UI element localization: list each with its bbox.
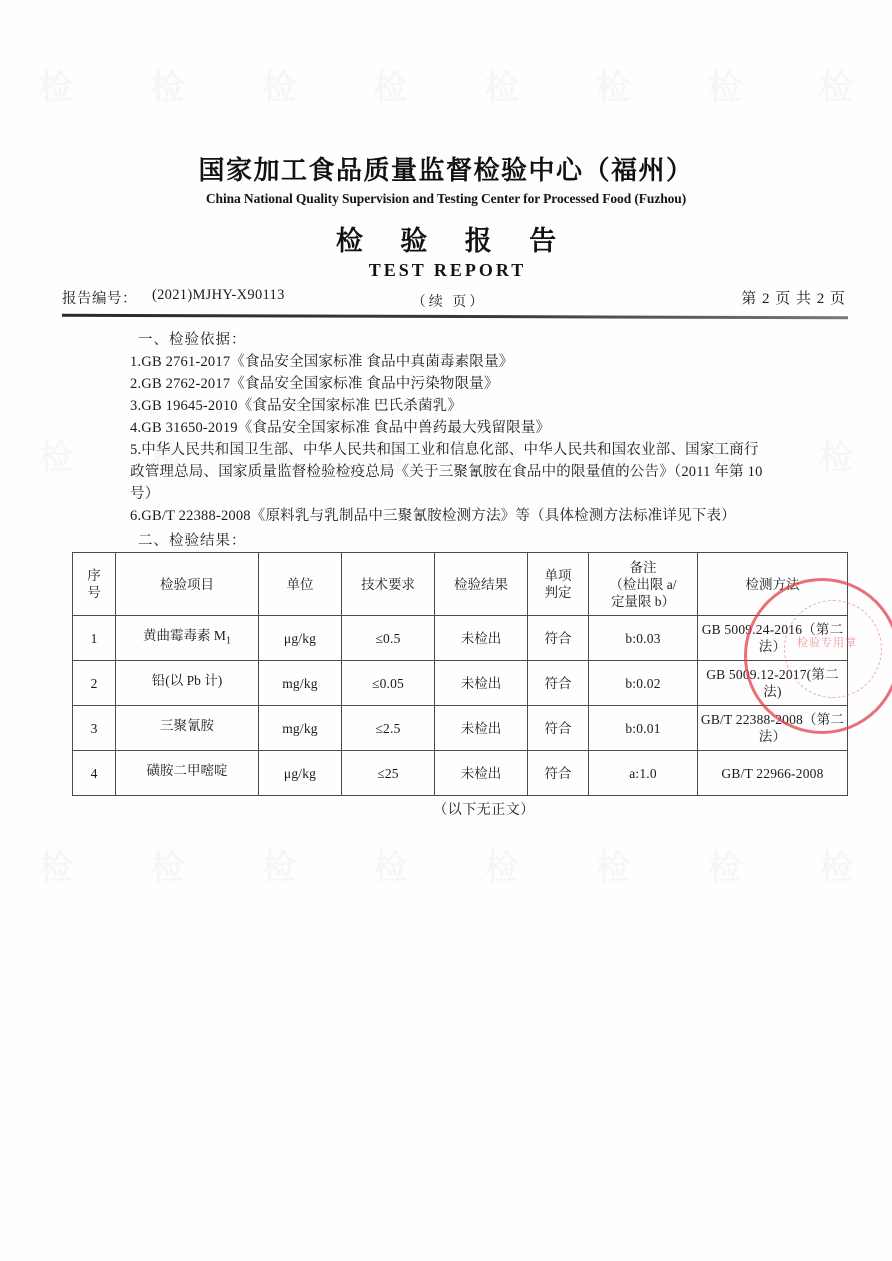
cell-method: GB 5009.24-2016（第二法） xyxy=(698,616,848,661)
watermark-glyph xyxy=(708,840,742,889)
basis-item: 2.GB 2762-2017《食品安全国家标准 食品中污染物限量》 xyxy=(130,376,499,392)
cell-item-text: 黄曲霉毒素 M xyxy=(143,627,226,643)
watermark-glyph xyxy=(373,60,407,109)
cell-note: b:0.02 xyxy=(589,661,698,706)
table-header-row xyxy=(73,553,848,616)
header-divider xyxy=(62,314,848,319)
col-header-note-line2: （检出限 a/ xyxy=(609,576,677,592)
basis-item: 6.GB/T 22388-2008《原料乳与乳制品中三聚氰胺检测方法》等（具体检测方法标准详见下表） xyxy=(130,508,736,524)
cell-method: GB/T 22388-2008（第二法） xyxy=(698,706,848,751)
cell-requirement: ≤25 xyxy=(342,751,435,796)
watermark-glyph xyxy=(373,840,407,889)
cell-item-subscript: 1 xyxy=(225,635,231,647)
results-table-head xyxy=(73,553,848,616)
cell-requirement: ≤2.5 xyxy=(342,706,435,751)
cell-unit: mg/kg xyxy=(259,706,342,751)
cell-note: a:1.0 xyxy=(589,751,698,796)
basis-heading: 一、检验依据： xyxy=(138,332,247,348)
basis-item: 1.GB 2761-2017《食品安全国家标准 食品中真菌毒素限量》 xyxy=(130,354,514,370)
no-further-text-note: （以下无正文） xyxy=(433,803,535,818)
col-header-judgement xyxy=(528,553,589,616)
col-header-note xyxy=(589,553,698,616)
col-header-note-line3: 定量限 b） xyxy=(610,593,676,609)
cell-no: 2 xyxy=(73,661,116,706)
document-title-cn: 检 验 报 告 xyxy=(335,226,571,257)
cell-no: 1 xyxy=(73,616,116,661)
watermark-glyph xyxy=(708,60,742,109)
cell-method: GB 5009.12-2017(第二法) xyxy=(698,661,848,706)
col-header-no-line1: 序 xyxy=(87,568,101,583)
cell-unit: mg/kg xyxy=(259,661,342,706)
cell-unit: μg/kg xyxy=(259,616,342,661)
cell-no: 3 xyxy=(73,706,116,751)
cell-note: b:0.01 xyxy=(589,706,698,751)
watermark-glyph xyxy=(596,60,630,109)
cell-no: 4 xyxy=(73,751,116,796)
table-row xyxy=(73,751,848,796)
watermark-glyph xyxy=(150,60,184,109)
report-number-value: (2021)MJHY-X90113 xyxy=(152,287,285,303)
watermark-glyph xyxy=(262,60,296,109)
table-row xyxy=(73,661,848,706)
continuation-marker: （续 页） xyxy=(411,295,487,310)
results-heading: 二、检验结果： xyxy=(138,533,247,549)
results-table-wrapper xyxy=(72,552,857,796)
inspection-basis-section xyxy=(130,330,846,527)
cell-judgement: 符合 xyxy=(528,616,589,661)
col-header-method: 检测方法 xyxy=(698,553,848,616)
page-indicator: 第 2 页 共 2 页 xyxy=(741,291,846,307)
cell-unit: μg/kg xyxy=(259,751,342,796)
watermark-glyph xyxy=(485,60,519,109)
watermark-glyph xyxy=(485,840,519,889)
report-meta-row xyxy=(0,285,892,311)
watermark-glyph xyxy=(819,840,853,889)
cell-judgement: 符合 xyxy=(528,751,589,796)
cell-requirement: ≤0.5 xyxy=(342,616,435,661)
watermark-glyph xyxy=(150,840,184,889)
watermark-glyph xyxy=(39,840,73,889)
col-header-item: 检验项目 xyxy=(116,553,259,616)
col-header-requirement: 技术要求 xyxy=(342,553,435,616)
cell-result: 未检出 xyxy=(435,751,528,796)
watermark-glyph xyxy=(819,60,853,109)
cell-item xyxy=(116,751,259,796)
table-row xyxy=(73,616,848,661)
results-table xyxy=(72,552,848,796)
basis-item-continued: 政管理总局、国家质量监督检验检疫总局《关于三聚氰胺在食品中的限量值的公告》（2011 年第 10 xyxy=(130,464,763,480)
basis-item-continued: 号） xyxy=(130,486,160,502)
cell-result: 未检出 xyxy=(435,661,528,706)
cell-requirement: ≤0.05 xyxy=(342,661,435,706)
basis-item: 3.GB 19645-2010《食品安全国家标准 巴氏杀菌乳》 xyxy=(130,398,463,414)
cell-judgement: 符合 xyxy=(528,706,589,751)
col-header-judgement-line1: 单项 xyxy=(544,568,572,583)
document-title-en: TEST REPORT xyxy=(368,260,527,280)
cell-method: GB/T 22966-2008 xyxy=(698,751,848,796)
cell-item-text: 三聚氰胺 xyxy=(160,717,214,733)
official-stamp-text: 检验专用章 xyxy=(797,636,857,649)
basis-item: 5.中华人民共和国卫生部、中华人民共和国工业和信息化部、中华人民共和国农业部、国家工商行 xyxy=(130,442,759,458)
results-table-body xyxy=(73,616,848,796)
cell-judgement: 符合 xyxy=(528,661,589,706)
report-number-label: 报告编号： xyxy=(62,291,137,307)
col-header-no-line2: 号 xyxy=(87,585,101,600)
col-header-judgement-line2: 判定 xyxy=(544,585,572,600)
watermark-glyph xyxy=(596,840,630,889)
table-row xyxy=(73,706,848,751)
col-header-result: 检验结果 xyxy=(435,553,528,616)
cell-note: b:0.03 xyxy=(589,616,698,661)
cell-item xyxy=(116,706,259,751)
watermark-glyph xyxy=(262,840,296,889)
cell-item xyxy=(116,616,259,661)
cell-result: 未检出 xyxy=(435,706,528,751)
watermark-glyph xyxy=(39,60,73,109)
cell-item-text: 铅(以 Pb 计) xyxy=(151,672,223,688)
basis-item: 4.GB 31650-2019《食品安全国家标准 食品中兽药最大残留限量》 xyxy=(130,420,551,436)
cell-item xyxy=(116,661,259,706)
organization-name-cn: 国家加工食品质量监督检验中心（福州） xyxy=(198,156,694,186)
col-header-unit: 单位 xyxy=(259,553,342,616)
col-header-note-line1: 备注 xyxy=(629,559,657,575)
cell-item-text: 磺胺二甲嘧啶 xyxy=(146,762,228,778)
organization-name-en: China National Quality Supervision and Testing Center for Processed Food (Fuzhou) xyxy=(205,191,687,206)
col-header-no xyxy=(73,553,116,616)
cell-result: 未检出 xyxy=(435,616,528,661)
